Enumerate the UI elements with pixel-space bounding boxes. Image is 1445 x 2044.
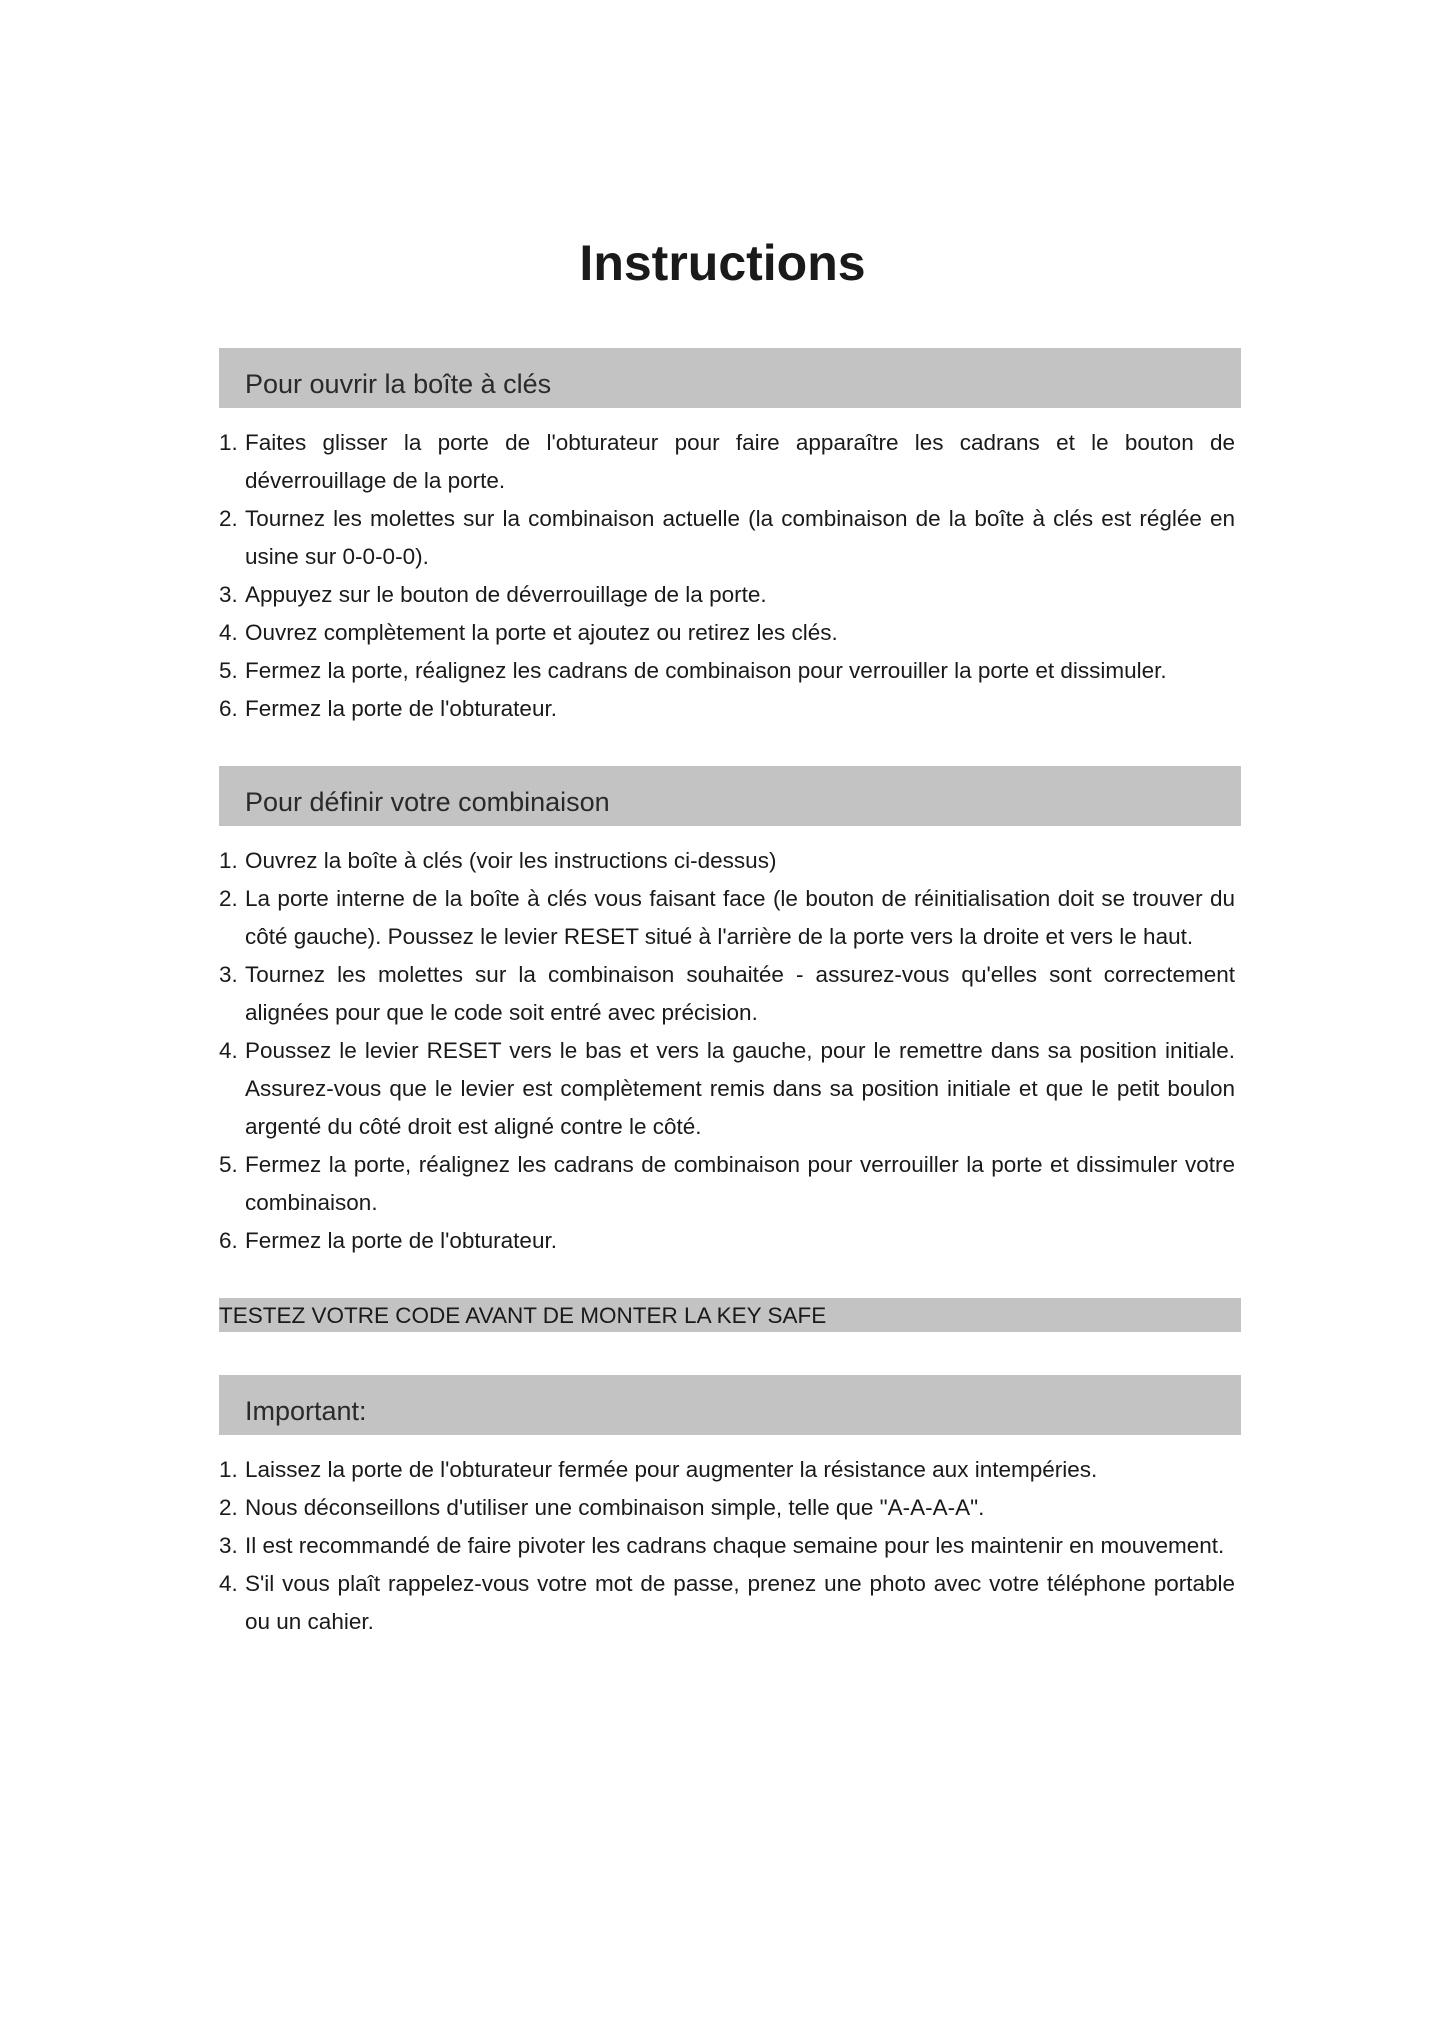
- item-text: Ouvrez la boîte à clés (voir les instructions ci-dessus): [245, 848, 777, 873]
- item-number: 6.: [219, 696, 238, 721]
- page-title: Instructions: [579, 235, 866, 291]
- item-number: 3.: [219, 962, 238, 987]
- item-number: 1.: [219, 430, 238, 455]
- item-text: Faites glisser la porte de l'obturateur pour faire apparaître les cadrans et le bouton de déverrouillage de la porte.: [245, 430, 1235, 493]
- list-item: [219, 880, 1235, 956]
- list-item: [219, 424, 1235, 500]
- item-number: 3.: [219, 1533, 238, 1558]
- list-item: [219, 576, 1235, 614]
- test-code-notice: TESTEZ VOTRE CODE AVANT DE MONTER LA KEY SAFE: [219, 1298, 1241, 1332]
- section-header-important: [219, 1375, 1241, 1435]
- open-box-steps: [219, 424, 1235, 728]
- item-text: Fermez la porte, réalignez les cadrans de combinaison pour verrouiller la porte et dissimuler.: [245, 658, 1167, 683]
- list-item: [219, 1489, 1235, 1527]
- item-number: 3.: [219, 582, 238, 607]
- item-number: 2.: [219, 1495, 238, 1520]
- list-item: [219, 1032, 1235, 1146]
- item-number: 1.: [219, 1457, 238, 1482]
- item-number: 4.: [219, 1571, 238, 1596]
- list-item: [219, 1565, 1235, 1641]
- item-text: Il est recommandé de faire pivoter les cadrans chaque semaine pour les maintenir en mouvement.: [245, 1533, 1225, 1558]
- list-item: [219, 956, 1235, 1032]
- list-item: [219, 842, 1235, 880]
- item-text: Poussez le levier RESET vers le bas et vers la gauche, pour le remettre dans sa position initiale. Assurez-vous que le levier est complètement remis dans sa position initiale et que le petit boulon argenté du côté droit est aligné contre le côté.: [245, 1038, 1235, 1139]
- item-number: 1.: [219, 848, 238, 873]
- list-item: [219, 1222, 1235, 1260]
- item-text: Fermez la porte de l'obturateur.: [245, 1228, 557, 1253]
- section-heading: Pour définir votre combinaison: [245, 787, 610, 817]
- list-item: [219, 500, 1235, 576]
- section-header-open-box: [219, 348, 1241, 408]
- item-text: Tournez les molettes sur la combinaison actuelle (la combinaison de la boîte à clés est réglée en usine sur 0-0-0-0).: [245, 506, 1235, 569]
- item-number: 2.: [219, 886, 238, 911]
- item-text: Fermez la porte de l'obturateur.: [245, 696, 557, 721]
- item-text: Fermez la porte, réalignez les cadrans de combinaison pour verrouiller la porte et dissimuler votre combinaison.: [245, 1152, 1235, 1215]
- important-notes: [219, 1451, 1235, 1641]
- item-text: Appuyez sur le bouton de déverrouillage de la porte.: [245, 582, 767, 607]
- item-number: 4.: [219, 1038, 238, 1063]
- list-item: [219, 652, 1235, 690]
- list-item: [219, 1451, 1235, 1489]
- set-combination-steps: [219, 842, 1235, 1260]
- list-item: [219, 614, 1235, 652]
- section-header-set-combination: [219, 766, 1241, 826]
- item-number: 4.: [219, 620, 238, 645]
- section-heading: Important:: [245, 1396, 367, 1426]
- item-number: 5.: [219, 1152, 238, 1177]
- item-text: Tournez les molettes sur la combinaison souhaitée - assurez-vous qu'elles sont correctement alignées pour que le code soit entré avec précision.: [245, 962, 1235, 1025]
- item-text: La porte interne de la boîte à clés vous faisant face (le bouton de réinitialisation doit se trouver du côté gauche). Poussez le levier RESET situé à l'arrière de la porte vers la droite et vers le haut.: [245, 886, 1235, 949]
- item-number: 2.: [219, 506, 238, 531]
- list-item: [219, 1527, 1235, 1565]
- item-text: Nous déconseillons d'utiliser une combinaison simple, telle que "A-A-A-A".: [245, 1495, 985, 1520]
- item-number: 6.: [219, 1228, 238, 1253]
- item-text: Laissez la porte de l'obturateur fermée pour augmenter la résistance aux intempéries.: [245, 1457, 1098, 1482]
- item-text: Ouvrez complètement la porte et ajoutez ou retirez les clés.: [245, 620, 838, 645]
- list-item: [219, 1146, 1235, 1222]
- item-number: 5.: [219, 658, 238, 683]
- item-text: S'il vous plaît rappelez-vous votre mot de passe, prenez une photo avec votre téléphone portable ou un cahier.: [245, 1571, 1235, 1634]
- list-item: [219, 690, 1235, 728]
- section-heading: Pour ouvrir la boîte à clés: [245, 369, 552, 399]
